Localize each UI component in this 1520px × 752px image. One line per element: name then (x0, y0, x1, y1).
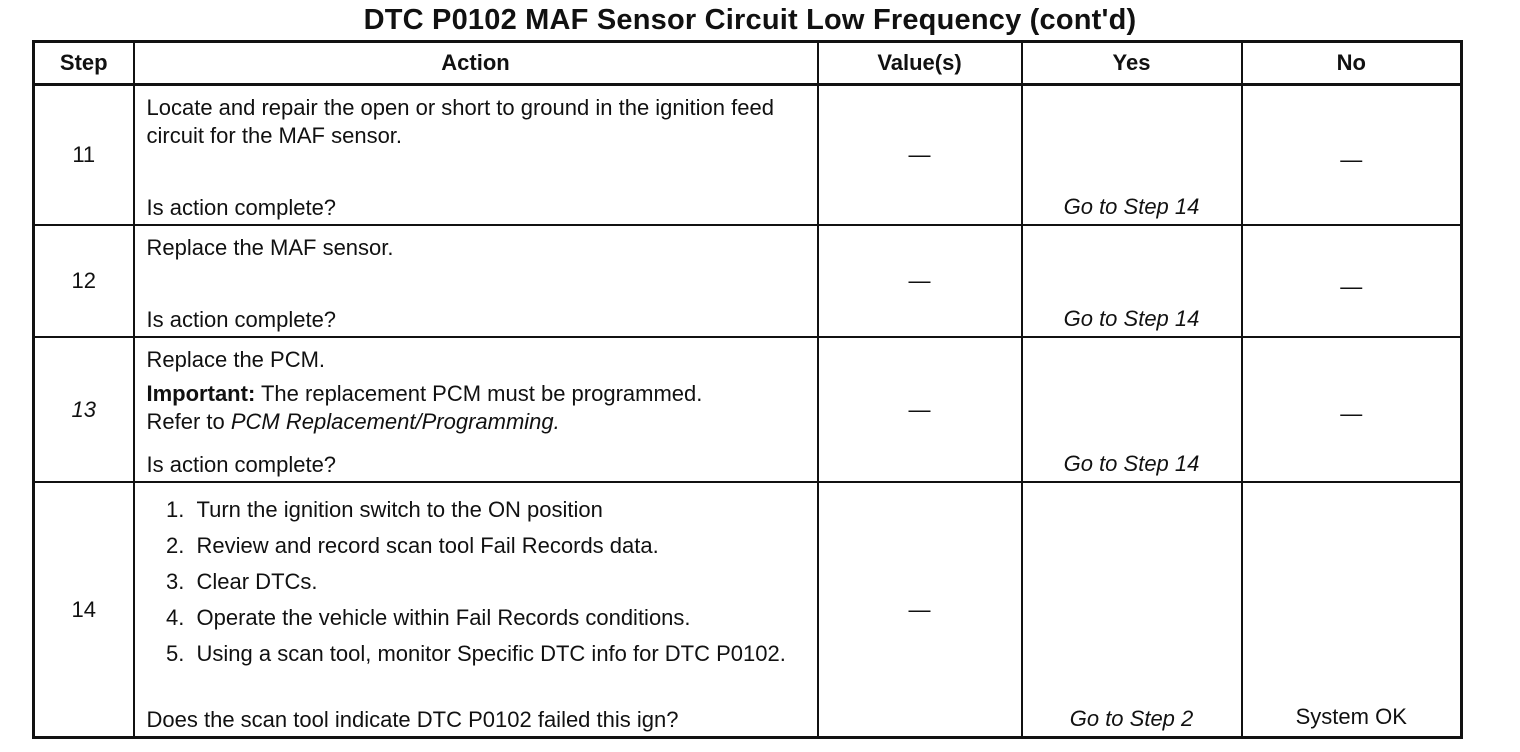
header-values: Value(s) (818, 42, 1022, 85)
action-text: Replace the PCM. (146, 347, 326, 372)
table-row (34, 337, 1462, 482)
header-no: No (1242, 42, 1462, 85)
value-cell: — (818, 482, 1022, 738)
step-number: 14 (34, 482, 134, 738)
important-note (147, 380, 805, 436)
value-cell: — (818, 337, 1022, 482)
list-item: 4. Operate the vehicle within Fail Records conditions. (191, 605, 805, 631)
page-title: DTC P0102 MAF Sensor Circuit Low Frequency (cont'd) (363, 4, 1137, 36)
no-result: System OK (1295, 704, 1407, 729)
action-text: Replace the MAF sensor. (146, 235, 394, 260)
no-cell (1242, 482, 1462, 738)
action-cell (134, 85, 818, 226)
important-label: Important: (146, 381, 256, 406)
step-number: 13 (34, 337, 134, 482)
header-step: Step (34, 42, 134, 85)
no-value: — (1340, 274, 1363, 300)
action-question: Is action complete? (146, 195, 337, 220)
action-cell (134, 482, 818, 738)
action-cell (134, 337, 818, 482)
yes-goto: Go to Step 14 (1063, 306, 1200, 331)
no-value: — (1340, 146, 1363, 172)
header-row (34, 42, 1462, 85)
table-row (34, 482, 1462, 738)
step-number: 11 (34, 85, 134, 226)
action-step-list (147, 497, 805, 667)
list-item: 1. Turn the ignition switch to the ON position (191, 497, 805, 523)
yes-cell (1022, 225, 1242, 337)
header-yes: Yes (1022, 42, 1242, 85)
important-text: The replacement PCM must be programmed. (255, 381, 703, 406)
header-action: Action (134, 42, 818, 85)
yes-goto: Go to Step 2 (1069, 706, 1194, 731)
action-question: Does the scan tool indicate DTC P0102 failed this ign? (146, 707, 679, 732)
yes-cell (1022, 482, 1242, 738)
action-question: Is action complete? (146, 307, 337, 332)
yes-goto: Go to Step 14 (1063, 451, 1200, 476)
list-item: 5. Using a scan tool, monitor Specific DTC info for DTC P0102. (191, 641, 805, 667)
no-cell (1242, 225, 1462, 337)
table-row (34, 85, 1462, 226)
table-row (34, 225, 1462, 337)
value-cell: — (818, 85, 1022, 226)
refer-prefix: Refer to (146, 409, 231, 434)
diagnostic-table (32, 40, 1463, 739)
value-cell: — (818, 225, 1022, 337)
action-cell (134, 225, 818, 337)
list-item: 2. Review and record scan tool Fail Records data. (191, 533, 805, 559)
action-text: Locate and repair the open or short to ground in the ignition feed circuit for the MAF sensor. (146, 95, 774, 148)
refer-link: PCM Replacement/Programming. (230, 409, 560, 434)
yes-cell (1022, 337, 1242, 482)
yes-goto: Go to Step 14 (1063, 194, 1200, 219)
no-cell (1242, 337, 1462, 482)
list-item: 3. Clear DTCs. (191, 569, 805, 595)
no-cell (1242, 85, 1462, 226)
action-question: Is action complete? (146, 452, 337, 477)
yes-cell (1022, 85, 1242, 226)
step-number: 12 (34, 225, 134, 337)
no-value: — (1340, 400, 1363, 426)
